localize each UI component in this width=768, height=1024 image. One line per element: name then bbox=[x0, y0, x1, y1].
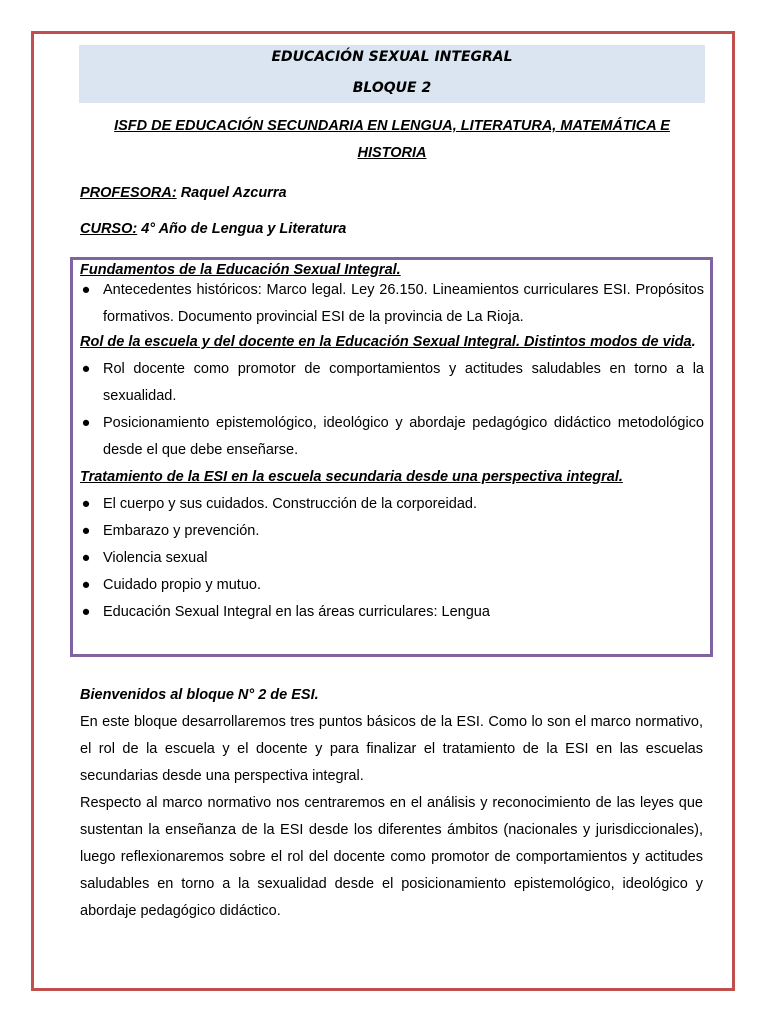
welcome-title: Bienvenidos al bloque N° 2 de ESI. bbox=[80, 687, 319, 703]
content-list bbox=[80, 260, 704, 626]
course-label: CURSO: bbox=[80, 221, 138, 237]
section-tratamiento-title: Tratamiento de la ESI en la escuela secundaria desde una perspectiva integral. bbox=[80, 469, 623, 485]
course-name: 4° Año de Lengua y Literatura bbox=[137, 221, 347, 237]
bullet-icon: ● bbox=[81, 604, 91, 620]
title-band bbox=[79, 45, 705, 103]
list-item: ● El cuerpo y sus cuidados. Construcción de la corporeidad. bbox=[80, 491, 704, 518]
block-title: BLOQUE 2 bbox=[352, 80, 432, 96]
bullet-icon: ● bbox=[81, 361, 91, 377]
teacher-name: Raquel Azcurra bbox=[176, 185, 287, 201]
bullet-icon: ● bbox=[81, 415, 91, 431]
welcome-paragraph: En este bloque desarrollaremos tres puntos básicos de la ESI. Como lo son el marco normativo, el rol de la escuela y el docente y para finalizar el tratamiento de la ESI en las escuelas secundarias desde una perspectiva integral. bbox=[80, 714, 703, 784]
bullet-icon: ● bbox=[81, 496, 91, 512]
list-item: ● Antecedentes históricos: Marco legal. Ley 26.150. Lineamientos curriculares ESI. Propósitos formativos. Documento provincial ESI de la provincia de La Rioja. bbox=[80, 277, 704, 331]
teacher-label: PROFESORA: bbox=[80, 185, 177, 201]
course-line bbox=[80, 221, 346, 237]
teacher-line bbox=[80, 185, 287, 201]
list-item: ● Embarazo y prevención. bbox=[80, 518, 704, 545]
welcome-section bbox=[80, 682, 703, 925]
section-rol-title: Rol de la escuela y del docente en la Educación Sexual Integral. Distintos modos de vida. bbox=[80, 334, 696, 350]
section-fundamentos-title: Fundamentos de la Educación Sexual Integral. bbox=[80, 262, 401, 278]
list-item: ● Posicionamiento epistemológico, ideológico y abordaje pedagógico didáctico metodológico desde el que debe enseñarse. bbox=[80, 410, 704, 464]
bullet-icon: ● bbox=[81, 577, 91, 593]
document-title: EDUCACIÓN SEXUAL INTEGRAL bbox=[271, 49, 513, 65]
institution-title: ISFD DE EDUCACIÓN SECUNDARIA EN LENGUA, LITERATURA, MATEMÁTICA E HISTORIA bbox=[114, 118, 670, 161]
list-item: ● Violencia sexual bbox=[80, 545, 704, 572]
bullet-icon: ● bbox=[81, 523, 91, 539]
bullet-icon: ● bbox=[81, 550, 91, 566]
list-item: ● Rol docente como promotor de comportamientos y actitudes saludables en torno a la sexualidad. bbox=[80, 356, 704, 410]
welcome-paragraph: Respecto al marco normativo nos centraremos en el análisis y reconocimiento de las leyes que sustentan la enseñanza de la ESI desde los diferentes ámbitos (nacionales y jurisdiccionales), luego reflexionaremos sobre el rol del docente como promotor de comportamientos y actitudes saludables en torno a la sexualidad desde el posicionamiento epistemológico, ideológico y abordaje pedagógico didáctico. bbox=[80, 795, 703, 919]
list-item: ● Educación Sexual Integral en las áreas curriculares: Lengua bbox=[80, 599, 704, 626]
bullet-icon: ● bbox=[81, 282, 91, 298]
list-item: ● Cuidado propio y mutuo. bbox=[80, 572, 704, 599]
